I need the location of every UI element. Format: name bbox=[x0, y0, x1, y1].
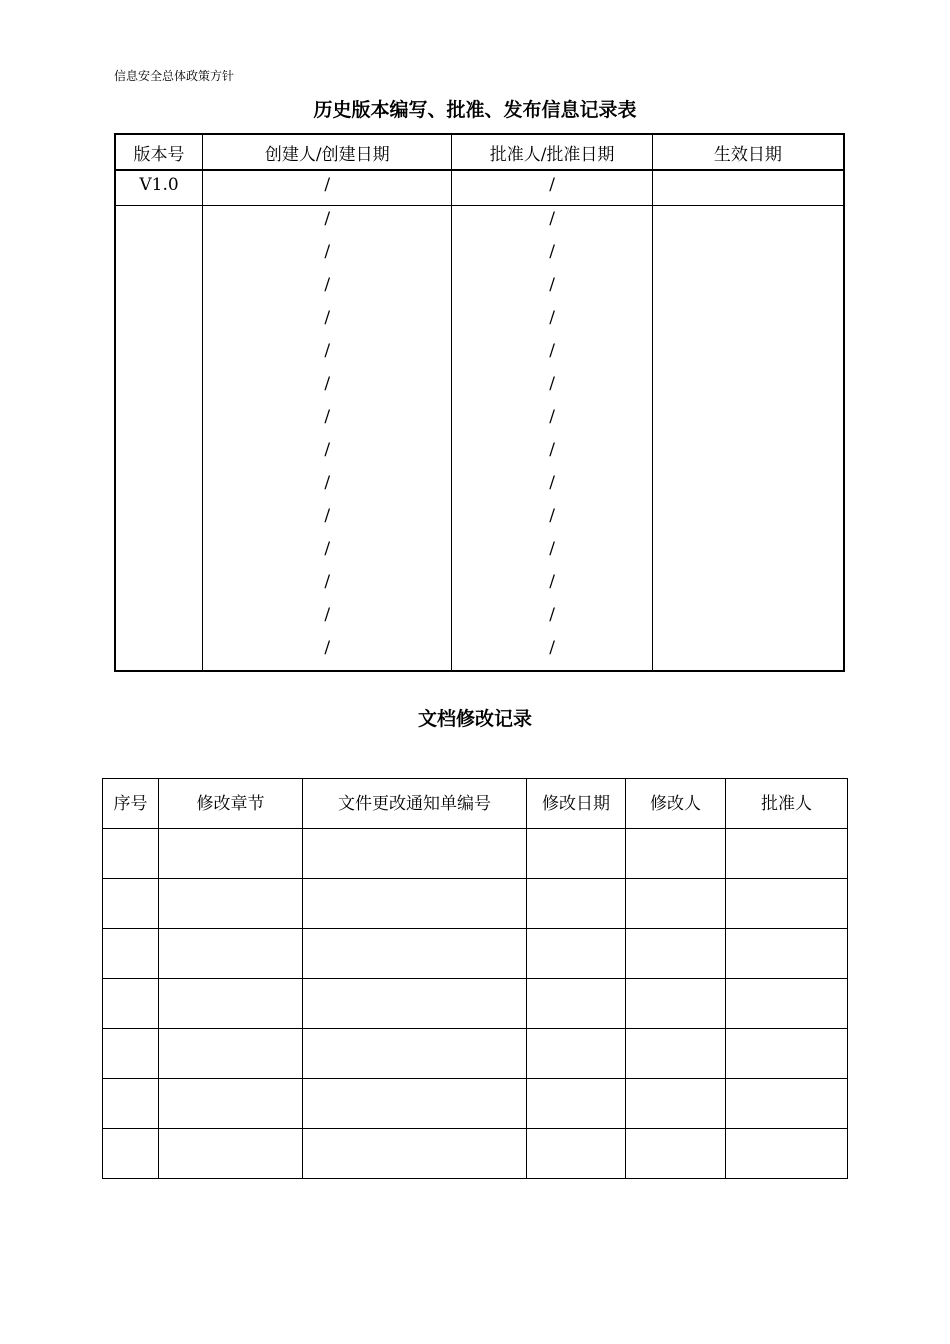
table-cell bbox=[103, 829, 159, 879]
table-row bbox=[115, 170, 844, 206]
modification-table-title: 文档修改记录 bbox=[417, 708, 532, 730]
header-seq-label: 序号 bbox=[113, 794, 148, 814]
table-row bbox=[103, 879, 848, 929]
table-cell bbox=[527, 829, 626, 879]
approver-slash: / bbox=[549, 242, 555, 262]
creator-slash: / bbox=[324, 605, 331, 625]
header-effective-date: 生效日期 bbox=[652, 134, 844, 170]
effective-date-cell bbox=[652, 206, 844, 672]
table-cell bbox=[303, 1029, 527, 1079]
version-history-table bbox=[114, 133, 845, 672]
table-cell bbox=[159, 1029, 303, 1079]
table-cell bbox=[726, 929, 848, 979]
table-row bbox=[103, 979, 848, 1029]
creator-value: / bbox=[324, 175, 331, 195]
header-approver bbox=[726, 779, 848, 829]
header-section-label: 修改章节 bbox=[196, 794, 265, 814]
modification-record-table bbox=[102, 778, 848, 1179]
version-cell bbox=[115, 206, 203, 672]
approver-slash: / bbox=[549, 374, 555, 394]
table-cell bbox=[527, 1029, 626, 1079]
table-cell bbox=[726, 1129, 848, 1179]
creator-cell bbox=[203, 170, 452, 206]
table-cell bbox=[626, 979, 726, 1029]
table-cell bbox=[159, 929, 303, 979]
document-header: 信息安全总体政策方针 bbox=[114, 69, 235, 83]
approver-slash: / bbox=[549, 407, 555, 427]
approver-slash-column bbox=[452, 206, 652, 672]
creator-slash: / bbox=[324, 572, 331, 592]
approver-cell bbox=[452, 170, 652, 206]
version-table-title: 历史版本编写、批准、发布信息记录表 bbox=[313, 99, 637, 121]
approver-value: / bbox=[549, 175, 555, 195]
table-cell bbox=[103, 1029, 159, 1079]
table-cell bbox=[303, 879, 527, 929]
header-creator: 创建人/创建日期 bbox=[203, 134, 452, 170]
table-header-row bbox=[103, 779, 848, 829]
table-cell bbox=[159, 1129, 303, 1179]
table-cell bbox=[626, 1029, 726, 1079]
table-row bbox=[115, 206, 844, 672]
approver-slash: / bbox=[549, 275, 555, 295]
table-cell bbox=[626, 1129, 726, 1179]
version-cell bbox=[115, 170, 203, 206]
modification-table-body bbox=[103, 829, 848, 1179]
table-cell bbox=[159, 829, 303, 879]
table-cell bbox=[159, 879, 303, 929]
approver-slash: / bbox=[549, 605, 555, 625]
table-cell bbox=[726, 1029, 848, 1079]
creator-slash: / bbox=[324, 539, 331, 559]
table-cell bbox=[303, 1129, 527, 1179]
table-cell bbox=[527, 979, 626, 1029]
header-seq bbox=[103, 779, 159, 829]
table-cell bbox=[103, 979, 159, 1029]
header-approver: 批准人/批准日期 bbox=[452, 134, 652, 170]
table-cell bbox=[103, 1079, 159, 1129]
table-cell bbox=[626, 929, 726, 979]
table-cell bbox=[527, 879, 626, 929]
table-cell bbox=[527, 929, 626, 979]
creator-slash: / bbox=[324, 275, 331, 295]
table-cell bbox=[303, 829, 527, 879]
header-approver-label: 批准人 bbox=[761, 794, 812, 814]
creator-slash: / bbox=[324, 308, 331, 328]
approver-slash: / bbox=[549, 638, 555, 658]
creator-slash: / bbox=[324, 374, 331, 394]
approver-slash: / bbox=[549, 341, 555, 361]
table-cell bbox=[626, 879, 726, 929]
table-cell bbox=[726, 829, 848, 879]
header-change-notice bbox=[303, 779, 527, 829]
approver-slash: / bbox=[549, 572, 555, 592]
approver-slash: / bbox=[549, 473, 555, 493]
table-cell bbox=[303, 1079, 527, 1129]
creator-slash: / bbox=[324, 407, 331, 427]
table-cell bbox=[103, 929, 159, 979]
table-cell bbox=[303, 929, 527, 979]
table-cell bbox=[303, 979, 527, 1029]
creator-slash: / bbox=[324, 506, 331, 526]
approver-slash: / bbox=[549, 308, 555, 328]
header-modifier-label: 修改人 bbox=[650, 794, 701, 814]
header-modify-date-label: 修改日期 bbox=[542, 794, 610, 814]
table-row bbox=[103, 1129, 848, 1179]
table-cell bbox=[626, 829, 726, 879]
effective-date-cell bbox=[652, 170, 844, 206]
table-cell bbox=[626, 1079, 726, 1129]
table-cell bbox=[103, 879, 159, 929]
table-cell bbox=[527, 1079, 626, 1129]
table-row bbox=[103, 1079, 848, 1129]
table-cell bbox=[726, 1079, 848, 1129]
table-cell bbox=[726, 879, 848, 929]
header-section bbox=[159, 779, 303, 829]
table-row bbox=[103, 1029, 848, 1079]
creator-slash: / bbox=[324, 440, 331, 460]
approver-slash: / bbox=[549, 539, 555, 559]
approver-slash: / bbox=[549, 209, 555, 229]
table-row bbox=[103, 929, 848, 979]
header-change-notice-label: 文件更改通知单编号 bbox=[338, 794, 491, 814]
creator-slash-column bbox=[203, 206, 452, 672]
table-cell bbox=[527, 1129, 626, 1179]
creator-slash: / bbox=[324, 638, 331, 658]
creator-slash: / bbox=[324, 473, 331, 493]
table-header-row bbox=[115, 134, 844, 170]
table-cell bbox=[103, 1129, 159, 1179]
table-row bbox=[103, 829, 848, 879]
header-version: 版本号 bbox=[115, 134, 203, 170]
table-cell bbox=[726, 979, 848, 1029]
creator-slash: / bbox=[324, 242, 331, 262]
header-modify-date bbox=[527, 779, 626, 829]
approver-slash: / bbox=[549, 506, 555, 526]
header-modifier bbox=[626, 779, 726, 829]
creator-slash: / bbox=[324, 341, 331, 361]
table-cell bbox=[159, 1079, 303, 1129]
approver-slash: / bbox=[549, 440, 555, 460]
version-value: V1.0 bbox=[139, 175, 179, 195]
table-cell bbox=[159, 979, 303, 1029]
effective-date-value bbox=[653, 171, 843, 175]
creator-slash: / bbox=[324, 209, 331, 229]
